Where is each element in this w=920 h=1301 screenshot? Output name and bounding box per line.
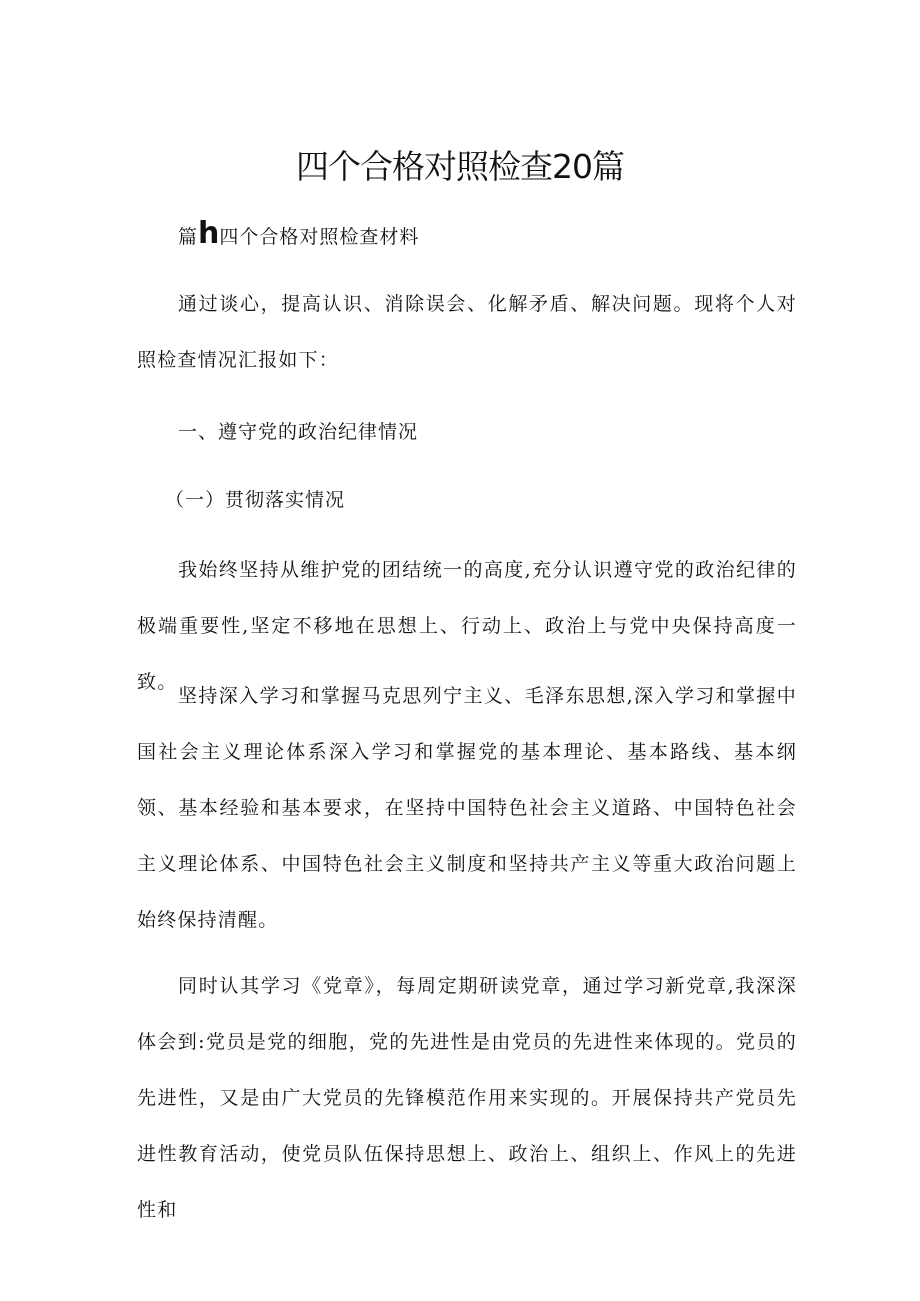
- document-title: 四个合格对照检查20篇: [296, 147, 624, 186]
- paragraph-party-constitution: 同时认其学习《党章》，每周定期研读党章，通过学习新党章,我深深体会到:党员是党的细胞，党的先进性是由党员的先进性来体现的。党员的先进性，又是由广大党员的先锋模范作用来实现的。开展保持共产党员先进性教育活动，使党员队伍保持思想上、政治上、组织上、作风上的先进性和: [137, 975, 797, 1221]
- section-heading-1: 一、遵守党的政治纪律情况: [178, 421, 419, 443]
- subtitle-prefix: 篇: [178, 226, 199, 248]
- section-heading-1-1: （一）贯彻落实情况: [165, 489, 346, 511]
- paragraph-discipline: 我始终坚持从维护党的团结统一的高度,充分认识遵守党的政治纪律的极端重要性,坚定不移地在思想上、行动上、政治上与党中央保持高度一致。: [137, 559, 797, 693]
- document-subtitle: [178, 216, 419, 255]
- subtitle-mark: h: [198, 216, 220, 251]
- paragraph-intro: 通过谈心，提高认识、消除误会、化解矛盾、解决问题。现将个人对照检查情况汇报如下：: [137, 293, 797, 371]
- subtitle-text: 四个合格对照检查材料: [219, 226, 420, 248]
- paragraph-theory: 坚持深入学习和掌握马克思列宁主义、毛泽东思想,深入学习和掌握中国社会主义理论体系深入学习和掌握党的基本理论、基本路线、基本纲领、基本经验和基本要求，在坚持中国特色社会主义道路、中国特色社会主义理论体系、中国特色社会主义制度和坚持共产主义等重大政治问题上始终保持清醒。: [137, 685, 797, 931]
